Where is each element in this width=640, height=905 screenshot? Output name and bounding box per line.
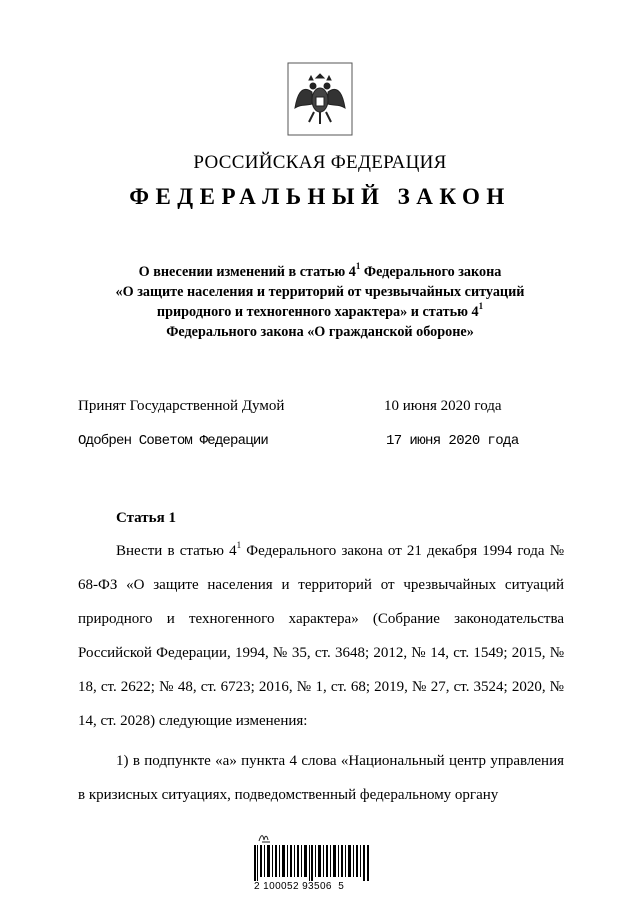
article-heading: Статья 1 (116, 510, 176, 526)
country-name: РОССИЙСКАЯ ФЕДЕРАЦИЯ (193, 152, 447, 173)
approved-date: 17 июня 2020 года (386, 433, 519, 449)
title-line1-post: Федерального закона (360, 264, 502, 280)
title-line4: Федерального закона «О гражданской обороне» (166, 324, 474, 340)
handwritten-mark-icon (258, 832, 272, 844)
paragraph-post: Федерального закона от 21 декабря 1994 года № 68-ФЗ «О защите населения и территорий от чрезвычайных ситуаций природного и техногенного характера» (Собрание законодательства Российской Федерации, 1994, № 35, ст. 3648; 2012, № 14, ст. 1549; 2015, № 18, ст. 2622; № 48, ст. 6723; 2016, № 1, ст. 68; 2019, № 27, ст. 3524; 2020, № 14, ст. 2028) следующие изменения: (78, 543, 565, 729)
coat-of-arms-icon (287, 62, 353, 136)
title-line2: «О защите населения и территорий от чрезвычайных ситуаций (115, 284, 525, 300)
title-line1-sup: 1 (355, 261, 361, 272)
article-item: 1) в подпункте «а» пункта 4 слова «Национальный центр управления в кризисных ситуациях, подведомственный федеральному органу (78, 753, 564, 803)
law-title (60, 262, 580, 342)
barcode-number: 2 100052 93506 5 (254, 881, 345, 892)
document-type: ФЕДЕРАЛЬНЫЙ ЗАКОН (129, 184, 511, 209)
title-line3-pre: природного и техногенного характера» и статью 4 (156, 304, 479, 320)
paragraph-sup: 1 (236, 540, 242, 550)
paragraph-pre: Внести в статью 4 (116, 543, 237, 559)
title-line1-pre: О внесении изменений в статью 4 (138, 264, 356, 280)
title-line3-sup: 1 (478, 301, 484, 312)
approved-label: Одобрен Советом Федерации (78, 433, 269, 449)
barcode-icon (254, 845, 370, 881)
adopted-date: 10 июня 2020 года (384, 398, 502, 414)
article-paragraph (78, 534, 564, 738)
adopted-label: Принят Государственной Думой (78, 398, 285, 414)
